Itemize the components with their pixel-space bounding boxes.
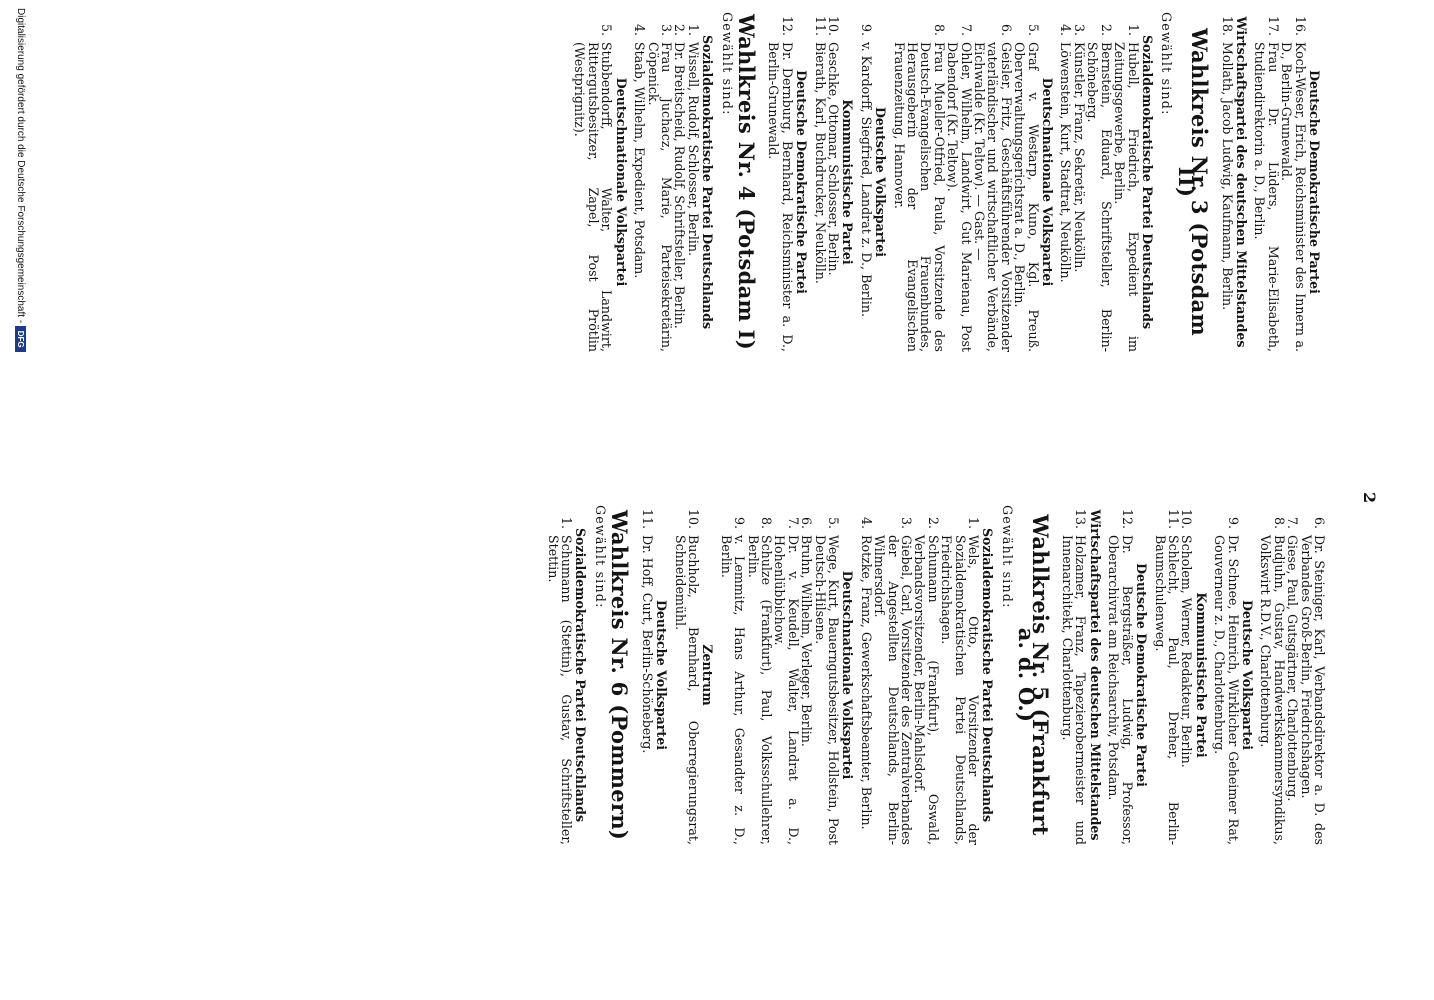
party-heading: Zentrum: [700, 644, 716, 706]
member-entry: [1073, 12, 1086, 352]
entry-number: 1.: [685, 23, 701, 36]
member-entry: [1280, 12, 1307, 352]
elected-label: Gewählt sind:: [719, 12, 735, 116]
entry-text: Holzamer, Franz, Tapezierobermeister und Innenarchitekt, Charlottenburg.: [1060, 535, 1089, 845]
party-heading: Deutsche Volkspartei: [654, 599, 670, 751]
entry-text: Dr. Breitscheid, Rudolf, Schriftsteller, Berlin.: [672, 42, 688, 329]
member-entry: [1061, 505, 1088, 845]
member-entry: [746, 505, 773, 845]
member-entry: [1180, 505, 1193, 845]
entry-number: 11.: [639, 508, 655, 529]
member-entry: [892, 12, 946, 352]
entry-text: Dr. v. Keudell, Walter, Landrat a. D., Hohenlübbichow.: [772, 535, 801, 845]
entry-text: Graf v. Westarp, Kuno, Kgl. Preuß. Oberverwaltungsgerichtsrat a. D., Berlin.: [1012, 42, 1041, 352]
member-entry: [873, 505, 913, 845]
entry-number: 5.: [599, 23, 615, 36]
party-heading: Deutschnationale Volkspartei: [613, 77, 629, 287]
member-entry: [573, 12, 613, 352]
entry-text: Buchholz, Bernhard, Oberregierungsrat, Schneidemühl.: [672, 535, 701, 845]
entry-number: 1.: [966, 516, 982, 529]
page-number: 2: [1360, 492, 1379, 504]
member-entry: [673, 12, 686, 352]
member-entry: [973, 12, 1013, 352]
entry-number: 9.: [1225, 516, 1241, 529]
member-entry: [1299, 505, 1326, 845]
entry-number: 7.: [958, 23, 974, 36]
member-entry: [1286, 505, 1299, 845]
entry-number: 9.: [732, 516, 748, 529]
entry-text: Wissell, Rudolf, Schlosser, Berlin.: [685, 42, 701, 256]
elected-label: Gewählt sind:: [999, 505, 1015, 609]
entry-text: Dr. Dernburg, Bernhard, Reichsminister a. D., Berlin-Grunewald.: [766, 42, 795, 352]
party-heading: Sozialdemokratische Partei Deutschlands: [980, 527, 996, 823]
entry-number: 8.: [931, 23, 947, 36]
entry-number: 12.: [1119, 508, 1135, 529]
entry-number: 10.: [826, 15, 841, 36]
member-entry: [1259, 505, 1286, 845]
member-entry: [1107, 505, 1134, 845]
entry-text: v. Kardorff, Siegfried, Landrat z. D., Berlin.: [858, 42, 874, 317]
member-entry: [1220, 12, 1233, 352]
entry-number: 5.: [1025, 23, 1041, 36]
entry-number: 7.: [1285, 516, 1301, 529]
entry-text: Geisler, Fritz, Geschäftsführender Vorsitzender vaterländischer und wirtschaftlicher Verbände, Eichwalde (Kr. Teltow). — Gast. —: [972, 42, 1014, 352]
footer-text: Digitalisierung gefördert durch die Deutsche Forschungsgemeinschaft -: [15, 8, 26, 324]
entry-number: 1.: [559, 516, 575, 529]
entry-number: 18.: [1219, 15, 1235, 36]
entry-text: Hubell, Friedrich, Expedient im Zeitungsgewerbe, Berlin.: [1112, 42, 1141, 352]
entry-number: 9.: [858, 23, 874, 36]
member-entry: [546, 505, 573, 845]
member-entry: [1213, 505, 1240, 845]
entry-text: Dr. Hoff, Curt, Berlin-Schöneberg.: [639, 535, 655, 754]
entry-number: 3.: [1071, 23, 1087, 36]
entry-number: 11.: [812, 15, 828, 36]
wahlkreis-heading: Wahlkreis Nr. 4 (Potsdam I): [733, 14, 759, 350]
entry-text: Löwenstein, Kurt, Stadtrat, Neukölln.: [1058, 42, 1074, 283]
entry-number: 10.: [1179, 508, 1195, 529]
entry-number: 4.: [1058, 23, 1074, 36]
member-entry: [940, 505, 980, 845]
entry-number: 2.: [1098, 23, 1114, 36]
entry-text: Rotzke, Franz, Gewerkschaftsbeamter, Berlin.: [858, 535, 874, 830]
entry-text: Frau Mueller-Otfried, Paula, Vorsitzende des Deutsch-Evangelischen Frauenbundes, Herausgeberin der Evangelischen Frauenzeitung, Hannover.: [891, 42, 947, 352]
member-entry: [767, 12, 794, 352]
entry-number: 6.: [799, 516, 815, 529]
member-entry: [1013, 12, 1040, 352]
entry-text: Schulze (Frankfurt), Paul, Volksschullehrer, Berlin.: [745, 535, 774, 845]
entry-number: 8.: [1271, 516, 1287, 529]
entry-number: 6.: [998, 23, 1014, 36]
entry-number: 6.: [1312, 516, 1327, 529]
party-heading: Deutsche Demokratische Partei: [1134, 563, 1150, 787]
entry-text: Giese, Paul, Gutsgärtner, Charlottenburg.: [1285, 535, 1301, 802]
entry-text: v. Lemmitz, Hans Arthur, Gesandter z. D., Berlin.: [718, 535, 748, 845]
entry-text: Dr. Bergsträßer, Ludwig, Professor, Oberarchivrat am Reichsarchiv, Potsdam.: [1106, 535, 1135, 845]
party-heading: Deutschnationale Volkspartei: [1040, 77, 1056, 287]
entry-text: Schumann (Stettin), Gustav, Schriftsteller, Stettin.: [545, 535, 575, 845]
entry-text: Wels, Otto, Vorsitzender der Sozialdemokratischen Partei Deutschlands, Friedrichshagen.: [939, 535, 982, 845]
member-entry: [1113, 12, 1140, 352]
member-entry: [686, 12, 699, 352]
member-entry: [800, 505, 813, 845]
member-entry: [813, 12, 826, 352]
entry-number: 13.: [1073, 508, 1089, 529]
entry-text: Scholem, Werner, Redakteur, Berlin.: [1179, 535, 1195, 768]
entry-number: 3.: [658, 23, 674, 36]
digitization-footer: [15, 8, 26, 352]
entry-text: Künstler, Franz, Sekretär, Neukölln.: [1071, 42, 1087, 273]
member-entry: [827, 12, 840, 352]
entry-text: Dr. Steiniger, Karl, Verbandsdirektor a. D. des Verbandes Groß-Berlin, Friedrichshagen.: [1298, 535, 1327, 845]
party-heading: Kommunistische Partei: [1193, 592, 1209, 758]
member-entry: [719, 505, 746, 845]
party-heading: Deutsche Demokratische Partei: [794, 70, 810, 294]
entry-number: 2.: [672, 23, 688, 36]
member-entry: [1153, 505, 1180, 845]
member-entry: [946, 12, 973, 352]
party-heading: Deutsche Demokratische Partei: [1307, 70, 1322, 294]
entry-text: Geschke, Ottomar, Schlosser, Berlin.: [826, 42, 841, 276]
member-entry: [859, 12, 872, 352]
entry-number: 16.: [1292, 15, 1308, 36]
member-entry: [859, 505, 872, 845]
party-heading: Kommunistische Partei: [840, 99, 856, 265]
entry-text: Mollath, Jacob Ludwig, Kaufmann, Berlin.: [1219, 42, 1235, 311]
wahlkreis-heading: Wahlkreis Nr. 6 (Pommern): [607, 509, 633, 841]
entry-number: 11.: [1165, 508, 1181, 529]
party-heading: Deutschnationale Volkspartei: [840, 570, 856, 780]
entry-text: Bierath, Karl, Buchdrucker, Neukölln.: [812, 42, 828, 284]
elected-label: Gewählt sind:: [592, 505, 608, 609]
party-heading: Sozialdemokratische Partei Deutschlands: [573, 527, 589, 823]
entry-number: 1.: [1125, 23, 1141, 36]
entry-text: Staab, Wilhelm, Expedient, Potsdam.: [632, 42, 648, 279]
entry-number: 4.: [632, 23, 648, 36]
party-heading: Wirtschaftspartei des deutschen Mittelstandes: [1233, 16, 1249, 348]
entry-text: Frau Dr. Lüders, Marie-Elisabeth, Studiendirektorin a. D., Berlin.: [1252, 42, 1281, 352]
entry-text: Schumann (Frankfurt), Oswald, Verbandsvorsitzender, Berlin-Mahlsdorf.: [912, 535, 941, 845]
entry-number: 3.: [899, 516, 915, 529]
entry-text: Bernstein, Eduard, Schriftsteller, Berlin-Schöneberg.: [1085, 42, 1114, 352]
entry-number: 7.: [785, 516, 801, 529]
entry-number: 2.: [925, 516, 941, 529]
member-entry: [813, 505, 840, 845]
entry-number: 5.: [826, 516, 841, 529]
wahlkreis-heading: Wahlkreis Nr. 5 (Frankfurt a. d. O.): [1014, 514, 1053, 836]
member-entry: [640, 505, 653, 845]
left-column: [573, 12, 1326, 352]
member-entry: [1059, 12, 1072, 352]
party-heading: Deutsche Volkspartei: [873, 106, 889, 258]
entry-text: Frau Juchacz, Marie, Parteisekretärin, Cöpenick.: [645, 42, 674, 352]
party-heading: Wirtschaftspartei des deutschen Mittelstandes: [1087, 509, 1103, 841]
entry-number: 10.: [685, 508, 701, 529]
party-heading: Deutsche Volkspartei: [1239, 599, 1255, 751]
party-heading: Sozialdemokratische Partei Deutschlands: [1139, 34, 1155, 330]
entry-text: Stubbendorff, Walter, Landwirt, Rittergutsbesitzer, Zapel, Post Prötlin (Westprignitz).: [572, 42, 615, 352]
entry-number: 4.: [858, 516, 874, 529]
entry-text: Ohler, Wilhelm, Landwirt, Gut Marienau, Post Dabendorf (Kr. Teltow).: [945, 42, 974, 352]
dfg-logo: DFG: [15, 326, 26, 352]
right-column: [546, 505, 1326, 845]
member-entry: [673, 505, 700, 845]
wahlkreis-heading: Wahlkreis Nr. 3 (Potsdam II): [1173, 28, 1213, 336]
member-entry: [773, 505, 800, 845]
member-entry: [646, 12, 673, 352]
member-entry: [1086, 12, 1113, 352]
elected-label: Gewählt sind:: [1159, 12, 1175, 116]
entry-number: 8.: [758, 516, 774, 529]
entry-text: Bruhn, Wilhelm, Verleger, Berlin.: [799, 535, 815, 747]
member-entry: [1253, 12, 1280, 352]
entry-text: Schlecht, Paul, Dreher, Berlin-Baumschulenweg.: [1152, 535, 1181, 845]
entry-text: Budjuhn, Gustav, Handwerkskammersyndikus, Volkswirt R.D.V., Charlottenburg.: [1258, 535, 1287, 845]
entry-text: Giebel, Carl, Vorsitzender des Zentralverbandes der Angestellten Deutschlands, Berlin-Wilmersdorf.: [872, 535, 915, 845]
entry-text: Wege, Kurt, Bauerngutsbesitzer, Hollstein, Post Deutsch-Hilsene.: [812, 535, 841, 845]
entry-text: Koch-Weser, Erich, Reichsminister des Innern a. D., Berlin-Grunewald.: [1279, 42, 1308, 352]
member-entry: [913, 505, 940, 845]
member-entry: [633, 12, 646, 352]
entry-number: 12.: [779, 15, 795, 36]
entry-number: 17.: [1265, 15, 1281, 36]
party-heading: Sozialdemokratische Partei Deutschlands: [700, 34, 716, 330]
entry-text: Dr. Schnee, Heinrich, Wirklicher Geheimer Rat, Gouverneur z. D., Charlottenburg.: [1212, 535, 1241, 845]
